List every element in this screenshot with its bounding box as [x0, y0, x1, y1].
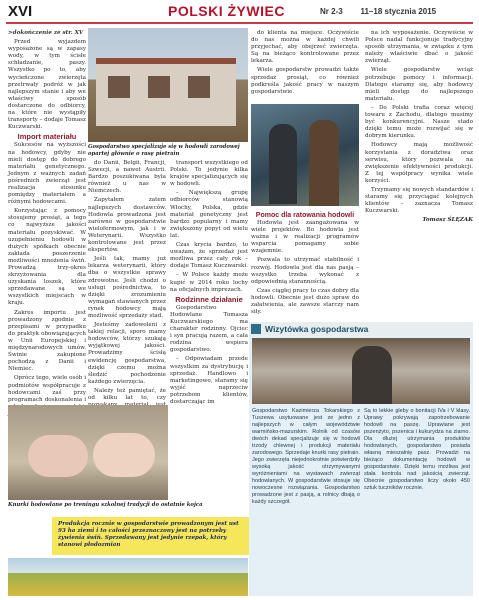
column-2: [88, 160, 166, 402]
subheading-import: Import materiału: [17, 132, 77, 142]
section-title: POLSKI ŻYWIEC: [168, 3, 285, 19]
photo-caption: Gospodarstwo specjalizuje się w hodowli zarodowej opartej głównie o rasę pietrain: [88, 144, 240, 157]
paragraph: – Największą grupę odbiorców stanowią Włochy, Polska, gdzie materiał genetyczny jest bardzo popularny i mamy zwiększony popyt od wielu lat.: [170, 190, 248, 239]
page-number: XVI: [8, 3, 33, 20]
paragraph: transport wszystkiego od Polski. To jedynie kilka krajów specjalizujących się w hodowli.: [170, 160, 248, 188]
paragraph: Sukcesów na wyższości na hodowcy, gdyby nie mieli dostęp do dobrego materiału genetycznego. Jednym z ważnych zadań pośrednich zwierząt jest realizacja stosunku pomiędzy materiałem a różnymi hodowcami.: [8, 142, 86, 206]
farmer-photo: [252, 338, 470, 404]
paragraph: Hodowla jest zaangażowana w wiele projektów. Bo hodowla jest ważna i w realizacji programów wsparcia pomagamy sobie wzajemnie.: [251, 220, 359, 255]
paragraph: Wiele gospodarstw wciąż potrzebuje pomocy i informacji. Dlatego staramy się, aby hodowcy mieli dostęp do najlepszego materiału.: [365, 67, 473, 102]
column-4-top: [251, 30, 359, 102]
paragraph: Przed wyjazdem wyposażone są w zapasy wody, w tym ścisłe schładzanie, paszy. Wszystko po to, aby wycieńczone zwierzęta przetrwały podróż w jak najlepszym stanie i aby we właściwy sposób dostarczone do odbiorcy, na które nie wystąpiły transporty – dodaje Tomasz Kuczwarski.: [8, 39, 86, 131]
issue-info: Nr 2-3 11–18 stycznia 2015: [320, 7, 437, 16]
paragraph: Trzymamy się nowych standardów i staramy się przyciągać kolejnych klientów – zaznacza Tomasz Kuczwarski.: [365, 186, 473, 215]
paragraph: – Odpowiadam przede wszystkim za dystrybucję i sprzedaż. Handlowo i marketingowo, staramy się wyjść naprzeciw potrzebom klientów, dostarczając im: [170, 356, 248, 405]
profile-title: Wizytówka gospodarstwa: [265, 324, 369, 334]
pigs-photo: [8, 405, 168, 500]
profile-col-a: Gospodarstwo Kazimierza Tokarskiego z Tuszewa usytuowane jest ze jedno z najlepszych w całym województwie warmińsko-mazurskim. Rolnik od czasów dwóch dekad specjalizuje się w hodowli trzody chlewnej i produkcji materiału zarodowego. Sprzedaje knurki rasy pietrain. Jego zwierzęta niejednokrotnie potwierdziły wysoką jakość otrzymywanymi wyróżnieniami na wystawach zwierząt hodowlanych. W gospodarstwie stosuje się nowoczesne rozwiązania. Gospodarstwo prowadzone jest z pasją, a rolnicy dbają o każdy szczegół.: [252, 408, 360, 505]
square-icon: [251, 324, 261, 334]
highlight-box: Produkcja rocznie w gospodarstwie prowadzonym jest ust 93 ha ziemi i to całości przeznaczony jest na potrzeby żywienia świń. Sprzedawany jest jedynie rzepak, który stanowi płodozmian: [52, 517, 250, 555]
column-3: [170, 160, 248, 456]
paragraph: Oprócz tego, wiele osób i podmiotów współpracuje z hodowcami zaś przy programach doskonalenia i: [8, 375, 86, 403]
paragraph: Zapytałem zatem najlepszych dostawców. Hodowla prowadzona jest zarówno w gospodarstwie wielofermowym, jak i w Weterynarii. Wszystko kontrolowane jest przez ekspertów.: [88, 197, 166, 254]
paragraph: Czas ciągłej pracy to czas dobry dla hodowli. Obecnie jest dużo spraw do załatwienia, ale zawsze starczy nam siły.: [251, 287, 359, 316]
subheading-family: Rodzinne działanie: [175, 294, 243, 304]
paragraph: Jesteśmy zadowoleni z takiej relacji, sporo mamy hodowców, którzy szukają wyjątkowej jakości. Prowadzimy ścisłą ewidencję gospodarstwa, dzięki czemu można śledzić pochodzenie każdego zwierzęcia.: [88, 322, 166, 385]
column-1: [8, 30, 86, 402]
paragraph: do klienta na miejsce. Oczywiście do nas można w każdej chwili przyjechać, aby obejrzeć zwierzęta. Są na bieżąco kontrolowane przez lekarza.: [251, 30, 359, 65]
people-photo: [251, 104, 359, 206]
paragraph: Gospodarstwo Hodowlane Tomasza Kuczwarskiego ma charakter rodzinny. Ojciec i syn pracują razem, a cała rodzina wspiera gospodarstwo.: [170, 304, 248, 354]
paragraph: Pozwala to utrzymać stabilność i rozwój. Hodowla jest dla nas pasją – wszystko trzeba wykonać z odpowiednią starannością.: [251, 257, 359, 285]
photo-caption: Pomoc dla ratowania hodowli: [255, 212, 355, 219]
paragraph: na ich wyposażenie. Oczywiście w Polsce nadal funkcjonuje tradycyjny sposób utrzymania, w związku z tym należy właściwie dbać o jakość zwierząt.: [365, 30, 473, 65]
field-photo: [8, 558, 248, 596]
paragraph: – W Polsce każdy może kupić w 2014 roku lochy na oficjalnych imprezach.: [170, 272, 248, 293]
continuation-note: >dokończenie ze str. XV: [8, 30, 84, 36]
paragraph: Zakres importu jest prowadzony zgodnie z przepisami w przypadku do praktyk obowiązujących w Unii Europejskiej i międzynarodowych umów. Świnie zakupione pochodzą z Danii i Niemiec.: [8, 309, 86, 373]
column-5: [365, 30, 473, 320]
profile-col-b: Są to lekkie gleby o bonitacji IVa i V klasy. Uprawy pokrywają zapotrzebowanie hodowli na paszę. Uprawiane jest pszenżyto, pszenica i kukurydza na ziarno. Dla dłużej utrzymania produktów hodowlanych, gospodarstwo posiada własną mieszalnię pasz. Prowadzi na bieżąco dokumentację hodowli w gospodarstwie. Dzięki temu możliwa jest stała kontrola nad jakością zwierząt. Obecnie gospodarstwo liczy około 450 sztuk tuczników rocznie.: [364, 408, 470, 491]
paragraph: – Do Polski trafia coraz więcej towaru z Zachodu, dlatego musimy być konkurencyjni. Nasze stado dzięki temu może rozwijać się w dobrym kierunku.: [365, 104, 473, 140]
paragraph: Korzystając z pomocy stosujemy prosiąt, a tego co najwyższe jakości materiału pozyskiwać. W uzupełnieniu hodowli w dużych spółkach obecnie zakłada poszerzenie możliwości mnożenia świń. Prowadzą trzy-okres skrzyżowania dla uzyskania loszek, które sprzedawane są we wszystkich miejscach w kraju.: [8, 208, 86, 307]
pigs-caption: Knurki hodowlane po treningu szkolnej tradycji do ostatnie kojca: [8, 502, 203, 508]
profile-header: [249, 322, 473, 336]
header-rule: [6, 22, 473, 24]
column-4-bottom: [251, 220, 359, 318]
paragraph: Wiele gospodarstw prowadzi także sprzedaż prosiąt, co również podkreśla jakość pracy w naszym gospodarstwie.: [251, 67, 359, 95]
paragraph: Hodowcy mają możliwość korzystania z doradztwa oraz serwisu, który pozwala na zwiększenie efektywności produkcji. Z tej współpracy wynika wiele korzyści.: [365, 142, 473, 184]
author-signature: Tomasz ŚLĘZAK: [422, 217, 473, 224]
paragraph: do Danii, Belgii, Francji, Szwecji, a nawet Austrii. Bardzo poszukiwana była również u nas w Niemczech.: [88, 160, 166, 195]
farm-building-photo: [88, 28, 248, 142]
paragraph: Należy też pamiętać, że od kilku lat to, czy: [88, 387, 166, 401]
paragraph: Jeśli tak, mamy już lekarza weterynarii, który dba o wszystkie sprawy zdrowotne. Jeśli chodzi o usługi pośrednictwa, to dzięki zrozumieniu wymagań stawianych przez rynek hodowcy mają możliwość sprzedaży stad.: [88, 256, 166, 319]
paragraph: Czas krycia bardzo, to uważam, że sprzedaż jest możliwa przez cały rok – dodaje Tomasz Kuczwarski.: [170, 242, 248, 270]
